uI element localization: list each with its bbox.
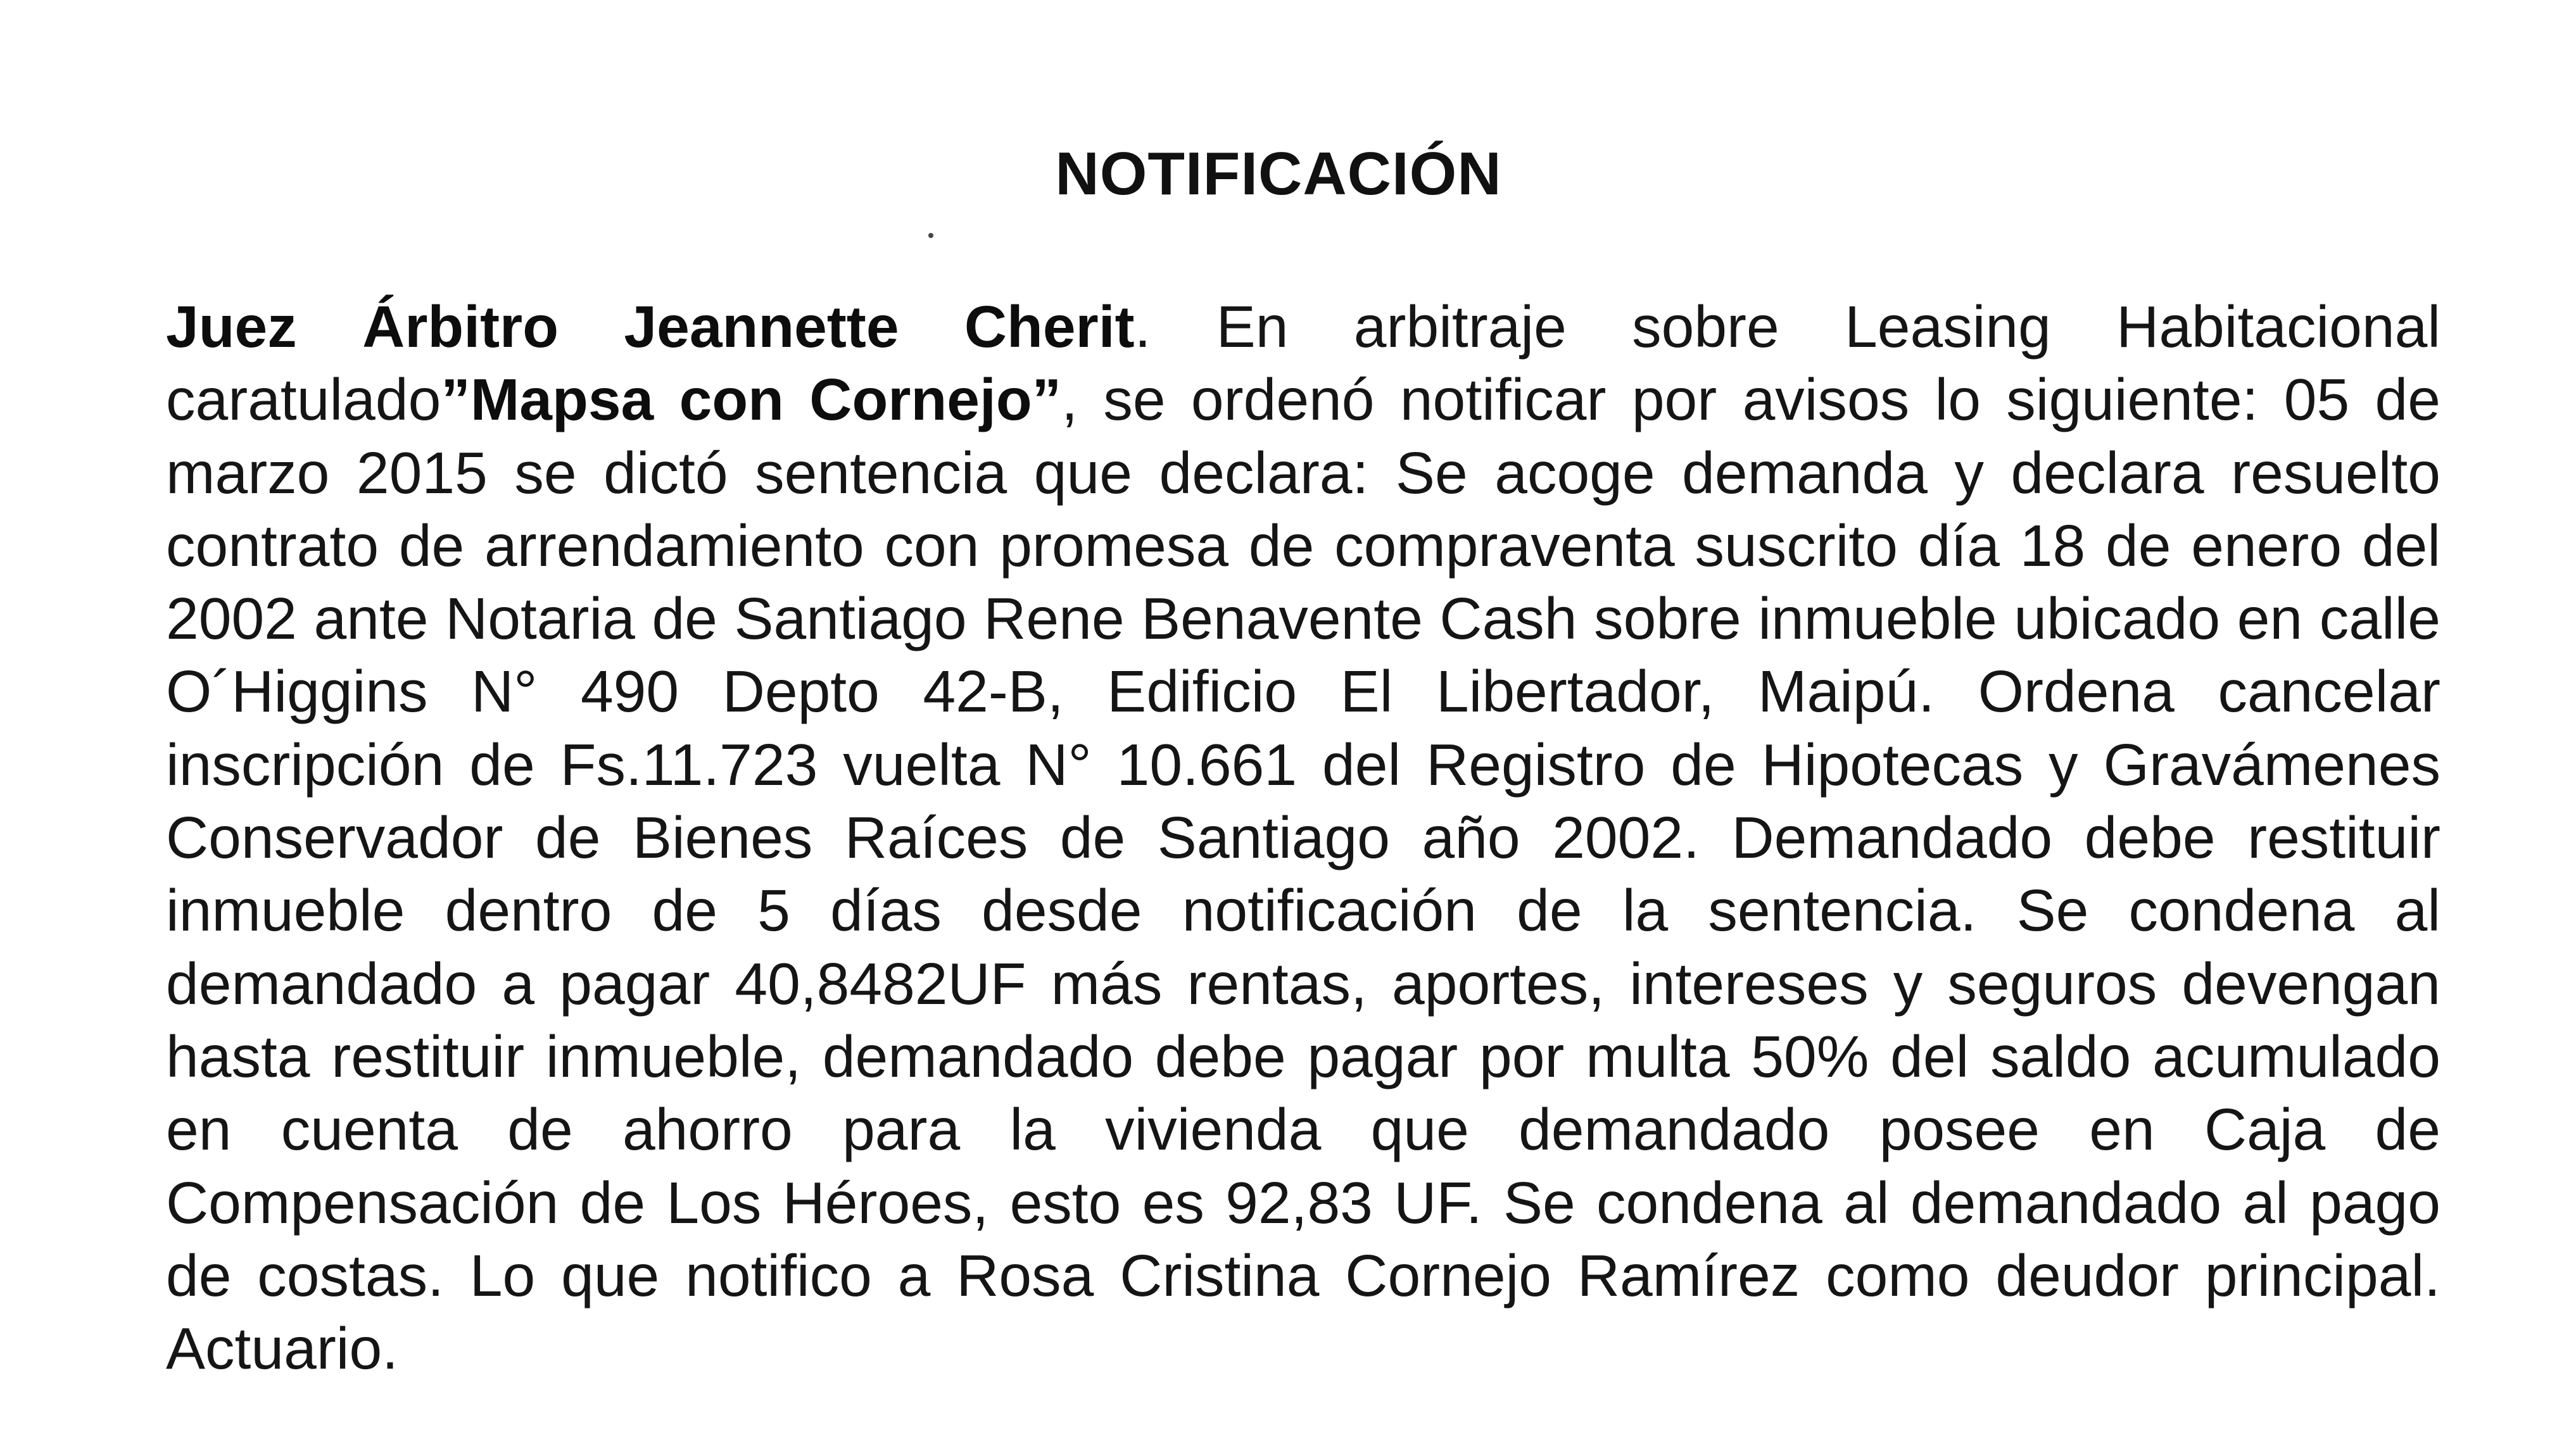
- judge-name: Juez Árbitro Jeannette Cherit: [166, 294, 1135, 360]
- case-name: ”Mapsa con Cornejo”: [441, 367, 1062, 433]
- document-title: NOTIFICACIÓN: [1055, 140, 1502, 208]
- notification-text: , se ordenó notificar por avisos lo siguiente: 05 de marzo 2015 se dictó sentencia que declara: Se acoge demanda y declara resuelto contrato de arrendamiento con promesa de compraventa suscrito día 18 de enero del 2002 ante Notaria de Santiago Rene Benavente Cash sobre inmueble ubicado en calle O´Higgins N° 490 Depto 42-B, Edificio El Libertador, Maipú. Ordena cancelar inscripción de Fs.11.723 vuelta N° 10.661 del Registro de Hipotecas y Gravámenes Conservador de Bienes Raíces de Santiago año 2002. Demandado debe restituir inmueble dentro de 5 días desde notificación de la sentencia. Se condena al demandado a pagar 40,8482UF más rentas, aportes, intereses y seguros devengan hasta restituir inmueble, demandado debe pagar por multa 50% del saldo acumulado en cuenta de ahorro para la vivienda que demandado posee en Caja de Compensación de Los Héroes, esto es 92,83 UF. Se condena al demandado al pago de costas. Lo que notifico a Rosa Cristina Cornejo Ramírez como deudor principal. Actuario.: [166, 367, 2440, 1382]
- intro-text: . En arbitraje sobre Leasing Habitacional caratulado: [166, 294, 2440, 433]
- notification-body: [166, 291, 2440, 1385]
- scan-speck: [928, 233, 933, 238]
